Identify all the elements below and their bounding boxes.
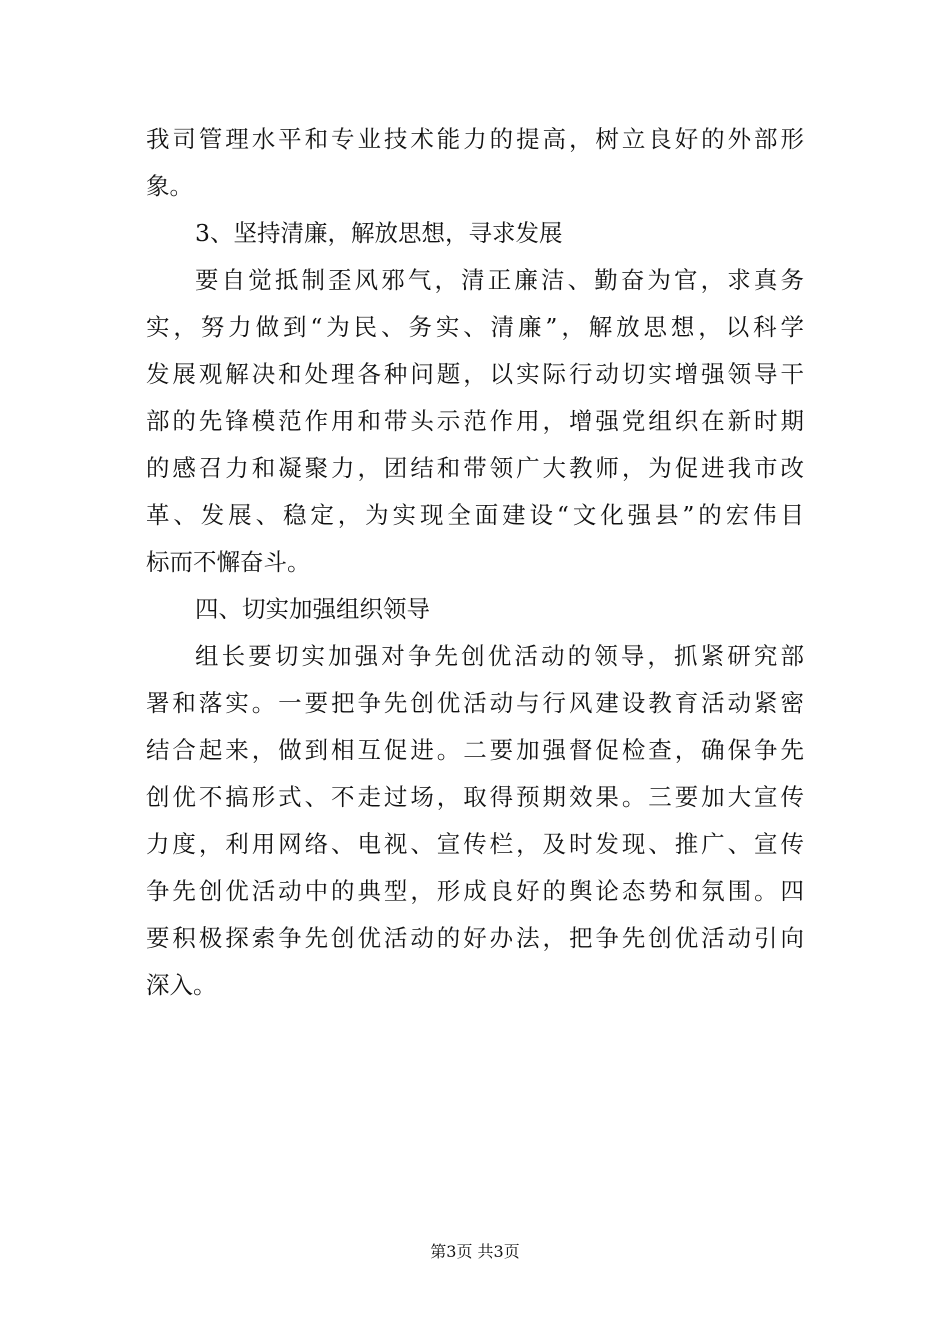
text-line: 结合起来，做到相互促进。二要加强督促检查，确保争先: [146, 736, 804, 764]
text-line: 要自觉抵制歪风邪气，清正廉洁、勤奋为官，求真务: [195, 266, 804, 294]
text-line: 实，努力做到“为民、务实、清廉”，解放思想，以科学: [146, 313, 804, 341]
text-line: 争先创优活动中的典型，形成良好的舆论态势和氛围。四: [146, 877, 804, 905]
section-heading: 四、切实加强组织领导: [195, 595, 430, 623]
text-line: 创优不搞形式、不走过场，取得预期效果。三要加大宣传: [146, 783, 804, 811]
text-line: 深入。: [146, 971, 217, 999]
text-line: 署和落实。一要把争先创优活动与行风建设教育活动紧密: [146, 689, 804, 717]
text-line: 发展观解决和处理各种问题，以实际行动切实增强领导干: [146, 360, 804, 388]
text-line: 革、发展、稳定，为实现全面建设“文化强县”的宏伟目: [146, 501, 804, 529]
text-line: 的感召力和凝聚力，团结和带领广大教师，为促进我市改: [146, 454, 804, 482]
document-body: [146, 116, 804, 1009]
text-line: 象。: [146, 172, 193, 200]
text-line: 力度，利用网络、电视、宣传栏，及时发现、推广、宣传: [146, 830, 804, 858]
text-line: 我司管理水平和专业技术能力的提高，树立良好的外部形: [146, 125, 804, 153]
subheading-line: 3、坚持清廉，解放思想，寻求发展: [195, 219, 563, 247]
text-line: 组长要切实加强对争先创优活动的领导，抓紧研究部: [195, 642, 804, 670]
text-line: 标而不懈奋斗。: [146, 548, 311, 576]
text-line: 要积极探索争先创优活动的好办法，把争先创优活动引向: [146, 924, 804, 952]
text-line: 部的先锋模范作用和带头示范作用，增强党组织在新时期: [146, 407, 804, 435]
page-footer: 第3页 共3页: [430, 1242, 520, 1261]
